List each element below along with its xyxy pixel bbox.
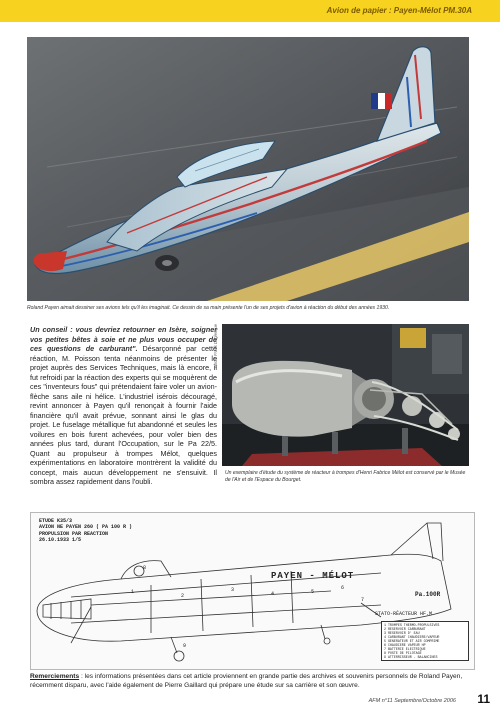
legend-item: 3 RESERVOIR D' EAU [384, 631, 420, 636]
drawing-title: PAYEN - MÉLOT [271, 571, 355, 581]
svg-text:9: 9 [183, 643, 187, 649]
stamp-line: AVION NE PAYEN 260 ( PA 100 R ) [39, 524, 133, 531]
page-number: 11 [477, 692, 490, 706]
svg-text:7: 7 [361, 597, 365, 603]
legend-item: 6 CHAUDIERE VAPEUR HP [384, 643, 426, 648]
header-title: Avion de papier : Payen-Mélot PM.30A [326, 6, 472, 15]
legend-item: 2 RESERVOIR CARBURANT [384, 627, 426, 632]
svg-text:1: 1 [131, 589, 135, 595]
legend-item: 7 BATTERIE ELECTRIQUE [384, 647, 426, 652]
svg-text:3: 3 [231, 587, 235, 593]
svg-text:4: 4 [271, 591, 275, 597]
reactor-photo-caption: Un exemplaire d'étude du système de réacteur à trompes d'Henri Fabrice Mélot est conservé par le Musée de l'Air et de l'Espace du Bourget. [225, 470, 466, 483]
technical-drawing [30, 512, 475, 670]
tail-flag-red [385, 93, 392, 109]
legend-item: 8 POSTE DE PILOTAGE [384, 651, 422, 656]
article-lead: Un conseil : vous devriez retourner en Isère, soigner vos petites bêtes à soie et ne plus vous occuper de ces questions de carburant". [30, 325, 217, 353]
article-paragraph: Désarçonné par cette réaction, M. Poisson tenta néanmoins de présenter le projet auprès des Services Techniques, mais là encore, il fut refroidi par la réaction des experts qui se moquèrent de ces "inventeurs fous" qui prétendaient faire voler un avion-flèche sans aile ni hélice. L'industriel isérois découragé, revint annoncer à Payen qu'il renonçait à fournir l'aide financière qu'il avait prévue, sonnant ainsi le glas du projet. Le fuselage métallique fut abandonné et seules les voilures en bois furent achevées, pour voler bien des années plus tard, durant l'Occupation, sur le Pa 22/5. Quant au propulseur à trompes Mélot, quelques expérimentations en laboratoire montrèrent la validité du concept, mais aucun développement ne s'ensuivit. Il sombra assez rapidement dans l'oubli. [30, 344, 218, 486]
stamp-line: PROPULSION PAR REACTION [39, 530, 109, 537]
tail-flag-blue [371, 93, 378, 109]
drawing-stamp [39, 518, 149, 543]
svg-text:6: 6 [341, 585, 345, 591]
photo-credit: Photo Frank Déglesque [213, 324, 218, 368]
legend-item: 9 ATTERRISSEUR - BALANCINES [384, 655, 438, 660]
legend-item: 4 CARBURANT CHAUDIERE/VAPEUR [384, 635, 440, 640]
legend-item: 1 TROMPES THERMO-PROPULSIVES [384, 623, 440, 627]
legend-item: 5 GENERATEUR ET AIR COMPRIME [384, 639, 440, 644]
reactor-exhibit-photo [222, 324, 469, 466]
svg-text:5: 5 [311, 589, 315, 595]
tail-marking: Pa.100R [415, 591, 441, 598]
acknowledgements-label: Remerciements [30, 673, 80, 680]
tail-flag-white [378, 93, 385, 109]
main-photo-caption: Roland Payen aimait dessiner ses avions tels qu'il les imaginait. Ce dessin de sa main présente l'un de ses projets d'avion à réaction du début des années 1930. [27, 305, 390, 311]
aircraft-painting [27, 37, 469, 301]
acknowledgements-text: : les informations présentées dans cet article proviennent en grande partie des archives et souvenirs personnels de Roland Payen, récemment disparu, avec l'aide également de Pierre Gaillard qui prépare une étude sur sa carrière et son œuvre. [30, 673, 463, 689]
svg-text:2: 2 [181, 593, 185, 599]
stamp-line: 26.10.1933 1/5 [39, 536, 82, 543]
drawing-legend [381, 621, 469, 661]
aircraft-painting-photo [27, 37, 469, 301]
stamp-line: ETUDE K35/3 [39, 518, 73, 524]
footer-issue: AFM n°11 Septembre/Octobre 2006 [368, 698, 456, 704]
acknowledgements [30, 673, 475, 691]
svg-text:8: 8 [143, 565, 147, 571]
article-body [30, 325, 217, 487]
reactor-photo [222, 324, 469, 466]
engine-label: STATO-RÉACTEUR HF.M [375, 611, 433, 617]
